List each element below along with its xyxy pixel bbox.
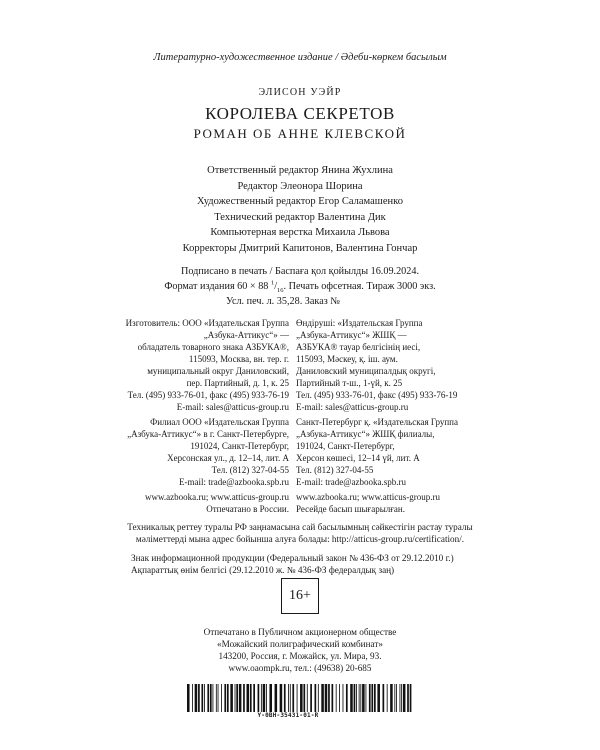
barcode-bar — [266, 684, 267, 712]
barcode-bar — [318, 684, 319, 712]
barcode-bar — [387, 684, 388, 712]
barcode-bar — [198, 684, 200, 712]
barcode-bar — [383, 684, 385, 712]
signed-to-print: Подписано в печать / Баспаға қол қойылды 16.09.2024. — [180, 266, 420, 277]
barcode-bar — [207, 684, 209, 712]
barcode-bar — [346, 684, 348, 712]
phone-line: Тел. (812) 327-04-55 — [296, 465, 374, 475]
conditions-text: Усл. печ. л. 35,28. Заказ № — [225, 296, 341, 307]
credit-line: Технический редактор Валентина Дик — [214, 211, 386, 223]
barcode-bar — [218, 684, 219, 712]
info-product-sign — [131, 552, 454, 576]
barcode-bar — [300, 684, 303, 712]
barcode-bar — [284, 684, 286, 712]
email-line: E-mail: sales@atticus-group.ru — [296, 402, 409, 412]
barcode-bar — [350, 684, 353, 712]
address-line: 115093, Мәскеу, қ. іш. аум. — [296, 354, 398, 364]
barcode-bar — [374, 684, 376, 712]
print-conditions — [0, 294, 600, 309]
address-line: „Азбука-Аттикус“» ЖШҚ — — [296, 330, 407, 340]
barcode-bar — [290, 684, 291, 712]
barcode-bar — [336, 684, 337, 712]
barcode-bar — [339, 684, 340, 712]
barcode-bar — [407, 684, 409, 712]
barcode — [187, 684, 412, 712]
website-line: www.azbooka.ru; www.atticus-group.ru — [144, 492, 289, 502]
barcode-bar — [362, 684, 365, 712]
barcode-bar — [396, 684, 397, 712]
barcode-bar — [328, 684, 330, 712]
barcode-bar — [297, 684, 298, 712]
email-line: E-mail: sales@atticus-group.ru — [176, 402, 289, 412]
barcode-bar — [269, 684, 272, 712]
barcode-bar — [292, 684, 294, 712]
book-title: КОРОЛЕВА СЕКРЕТОВ — [205, 104, 395, 123]
barcode-bar — [239, 684, 242, 712]
barcode-bar — [303, 684, 305, 712]
phone-line: Тел. (495) 933-76-01, факс (495) 933-76-19 — [127, 390, 289, 400]
format-fraction-numerator: 1 — [270, 279, 275, 287]
printer-line: Отпечатано в Публичном акционерном обществе — [203, 627, 397, 637]
barcode-bar — [216, 684, 217, 712]
barcode-bar — [369, 684, 371, 712]
edition-format: Формат издания 60 × 88 $^1/_{16}$. Печать офсетная. Тираж 3000 экз. — [164, 279, 436, 295]
address-line: пер. Партийный, д. 1, к. 25 — [186, 378, 289, 388]
branch-kz — [296, 416, 458, 488]
barcode-bar — [371, 684, 373, 712]
barcode-bar — [213, 684, 214, 712]
address-line: 191024, Санкт-Петербург, — [190, 441, 289, 451]
print-info — [0, 264, 600, 309]
address-line: обладатель товарного знака АЗБУКА®, — [137, 342, 289, 352]
credit-line: Ответственный редактор Янина Жухлина — [207, 165, 393, 176]
age-rating-badge: 16+ — [281, 578, 319, 614]
format-fraction-denominator: 16 — [277, 287, 284, 295]
barcode-bar — [394, 684, 395, 712]
manufacturer-kz — [296, 317, 457, 413]
barcode-bar — [230, 684, 233, 712]
barcode-bar — [354, 684, 356, 712]
address-line: Херсонская ул., д. 12–14, лит. А — [167, 453, 289, 463]
address-line: Даниловский муниципалдық округі, — [296, 366, 436, 376]
barcode-bar — [359, 684, 360, 712]
printer-line: 143200, Россия, г. Можайск, ул. Мира, 93. — [218, 651, 382, 661]
info-sign-line: Знак информационной продукции (Федеральный закон № 436-ФЗ от 29.12.2010 г.) — [131, 553, 454, 563]
credit-line: Корректоры Дмитрий Капитонов, Валентина Гончар — [182, 242, 418, 254]
barcode-bar — [235, 684, 236, 712]
website-line: www.azbooka.ru; www.atticus-group.ru — [296, 492, 441, 502]
barcode-bar — [258, 684, 260, 712]
barcode-bar — [261, 684, 262, 712]
credit-line: Художественный редактор Егор Саламашенко — [197, 196, 403, 208]
address-line: „Азбука-Аттикус“» ЖШҚ филиалы, — [296, 429, 435, 439]
address-line: 115093, Москва, вн. тер. г. — [188, 354, 289, 364]
address-line: муниципальный округ Даниловский, — [147, 366, 289, 376]
credits — [0, 163, 600, 257]
barcode-bar — [263, 684, 266, 712]
barcode-bar — [332, 684, 334, 712]
printed-in-line: Ресейде басып шығарылған. — [296, 504, 405, 514]
barcode-bar — [250, 684, 252, 712]
barcode-bar — [187, 684, 190, 712]
credit-line: Редактор Элеонора Шорина — [237, 180, 363, 192]
address-line: Филиал ООО «Издательская Группа — [150, 417, 289, 427]
barcode-bar — [403, 684, 406, 712]
barcode-bar — [243, 684, 245, 712]
barcode-bar — [221, 684, 222, 712]
address-line: „Азбука-Аттикус“» — — [203, 330, 289, 340]
barcode-bar — [410, 684, 412, 712]
branch-ru — [127, 416, 289, 488]
printer-info — [0, 626, 600, 674]
edition-type: Литературно-художественное издание / Әдеби-көркем басылым — [153, 52, 447, 63]
phone-line: Тел. (495) 933-76-01, факс (495) 933-76-19 — [296, 390, 458, 400]
barcode-number: Y-0BH-35431-01-R — [257, 712, 319, 719]
format-prefix: Формат издания 60 × 88 — [164, 281, 271, 292]
barcode-bar — [192, 684, 193, 712]
certification-note — [0, 521, 600, 545]
footer-ru — [145, 491, 289, 515]
printer-line: www.oaompk.ru, тел.: (49638) 20-685 — [228, 663, 372, 673]
barcode-bar — [236, 684, 238, 712]
barcode-bar — [360, 684, 361, 712]
barcode-bar — [204, 684, 205, 712]
certification-line: мәліметтерді мына адрес бойынша алуға болады: http://atticus-group.ru/certification/. — [135, 534, 465, 544]
address-line: 191024, Санкт-Петербург, — [296, 441, 395, 451]
address-line: Санкт-Петербург қ. «Издательская Группа — [296, 417, 458, 427]
address-line: Изготовитель: ООО «Издательская Группа — [125, 318, 289, 328]
format-suffix: . Печать офсетная. Тираж 3000 экз. — [283, 281, 436, 292]
barcode-bar — [377, 684, 380, 712]
barcode-bar — [201, 684, 203, 712]
barcode-bar — [325, 684, 328, 712]
barcode-bar — [321, 684, 324, 712]
barcode-bar — [356, 684, 357, 712]
address-line: Партийный т-ш., 1-үй, к. 25 — [296, 378, 403, 388]
book-subtitle: РОМАН ОБ АННЕ КЛЕВСКОЙ — [193, 126, 407, 141]
address-line: Херсон көшесі, 12–14 үй, лит. А — [296, 453, 420, 463]
book-author: ЭЛИСОН УЭЙР — [258, 87, 342, 98]
barcode-bar — [366, 684, 367, 712]
barcode-bar — [210, 684, 212, 712]
barcode-bar — [390, 684, 393, 712]
manufacturer-ru — [126, 317, 289, 413]
phone-line: Тел. (812) 327-04-55 — [211, 465, 289, 475]
footer-kz — [296, 491, 440, 515]
barcode-bar — [275, 684, 278, 712]
address-line: „Азбука-Аттикус“» в г. Санкт-Петербурге, — [127, 429, 289, 439]
certification-line: Техникалық реттеу туралы РФ заңнамасына сай басылымның сәйкестігін растау туралы — [127, 522, 473, 532]
barcode-bar — [307, 684, 308, 712]
barcode-bar — [288, 684, 289, 712]
barcode-bar — [400, 684, 401, 712]
barcode-bar — [195, 684, 198, 712]
info-sign-line: Ақпараттық өнім белгісі (29.12.2010 ж. № 436-ФЗ федералдық заң) — [131, 565, 395, 575]
email-line: E-mail: trade@azbooka.spb.ru — [179, 477, 289, 487]
barcode-bar — [224, 684, 226, 712]
barcode-bar — [280, 684, 283, 712]
address-line: АЗБУКА® тауар белгісінің иесі, — [296, 342, 421, 352]
barcode-bar — [315, 684, 317, 712]
printer-line: «Можайский полиграфический комбинат» — [217, 639, 383, 649]
barcode-bar — [343, 684, 344, 712]
barcode-bar — [227, 684, 229, 712]
barcode-bar — [247, 684, 250, 712]
barcode-bar — [310, 684, 312, 712]
address-line: Өндіруші: «Издательская Группа — [296, 318, 423, 328]
printed-in-line: Отпечатано в России. — [206, 504, 289, 514]
credit-line: Компьютерная верстка Михаила Львова — [210, 227, 390, 239]
barcode-bar — [253, 684, 255, 712]
barcode-bar — [401, 684, 402, 712]
email-line: E-mail: trade@azbooka.spb.ru — [296, 477, 406, 487]
